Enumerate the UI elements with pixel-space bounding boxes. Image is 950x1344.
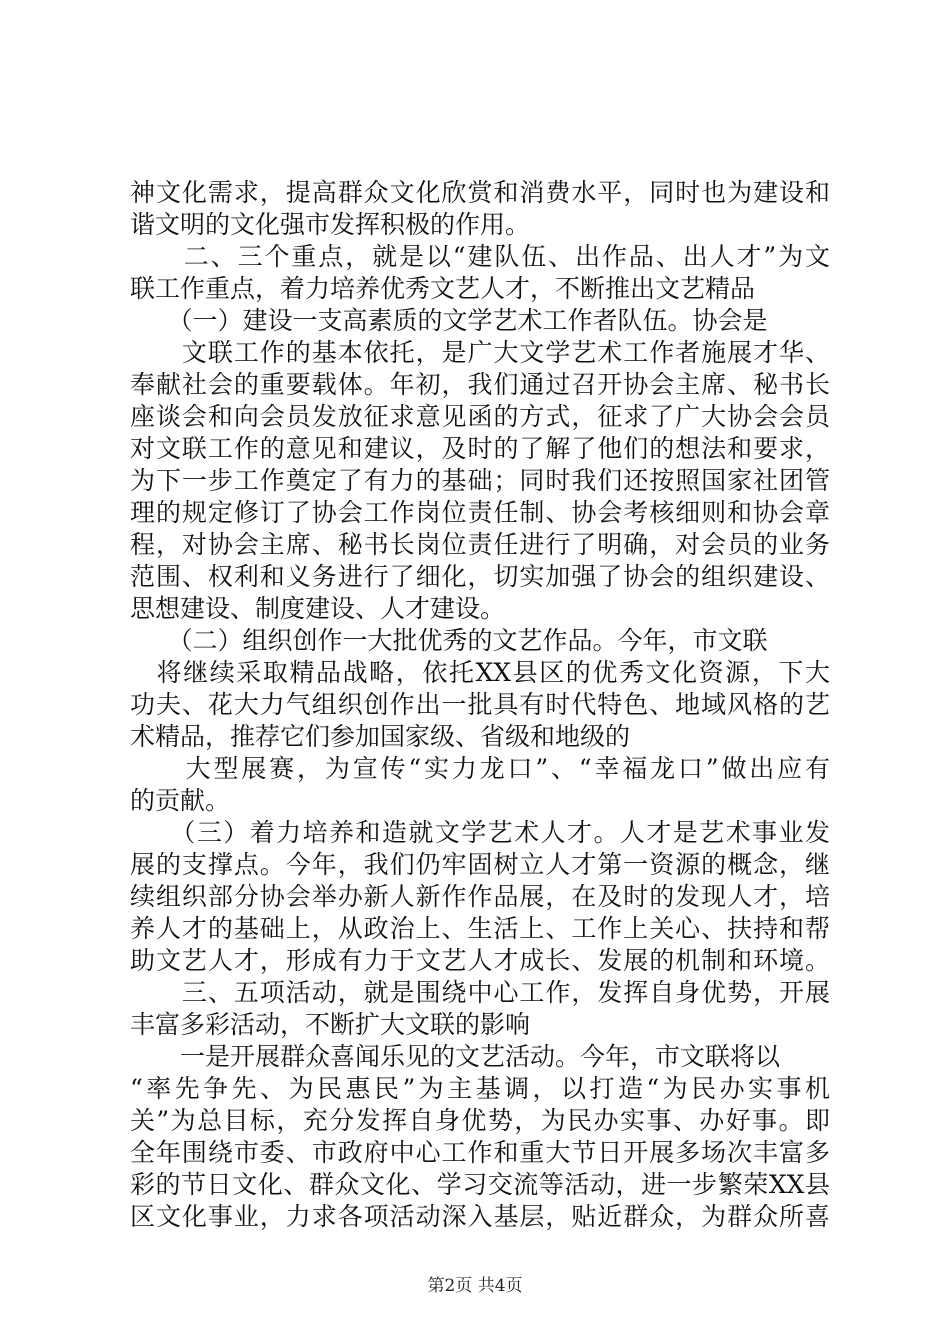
text-line: 为下一步工作奠定了有力的基础；同时我们还按照国家社团管 — [130, 466, 830, 495]
text-line: 续组织部分协会举办新人新作作品展，在及时的发现人才，培 — [130, 882, 830, 911]
text-line: 将继续采取精品战略，依托XX县区的优秀文化资源，下大 — [130, 658, 830, 687]
text-line: 谐文明的文化强市发挥积极的作用。 — [130, 210, 531, 239]
text-line: （二）组织创作一大批优秀的文艺作品。今年，市文联 — [130, 626, 768, 655]
text-line: 神文化需求，提高群众文化欣赏和消费水平，同时也为建设和 — [130, 178, 830, 207]
text-line: 思想建设、制度建设、人才建设。 — [130, 594, 506, 623]
text-line: 关”为总目标，充分发挥自身优势，为民办实事、办好事。即 — [130, 1106, 830, 1135]
text-line: “率先争先、为民惠民”为主基调，以打造“为民办实事机 — [130, 1074, 830, 1103]
text-line: 丰富多彩活动，不断扩大文联的影响 — [130, 1010, 531, 1039]
text-line: 大型展赛，为宣传“实力龙口”、“幸福龙口”做出应有 — [130, 754, 830, 783]
text-line: 区文化事业，力求各项活动深入基层，贴近群众，为群众所喜 — [130, 1202, 830, 1231]
text-line: 二、三个重点，就是以“建队伍、出作品、出人才”为文 — [130, 242, 830, 271]
text-line: 一是开展群众喜闻乐见的文艺活动。今年，市文联将以 — [130, 1042, 781, 1071]
page-number-footer: 第2页 共4页 — [427, 1276, 523, 1296]
text-line: 范围、权利和义务进行了细化，切实加强了协会的组织建设、 — [130, 562, 830, 591]
text-line: 理的规定修订了协会工作岗位责任制、协会考核细则和协会章 — [130, 498, 830, 527]
text-line: 联工作重点，着力培养优秀文艺人才，不断推出文艺精品 — [130, 274, 756, 303]
text-line: （三）着力培养和造就文学艺术人才。人才是艺术事业发 — [130, 818, 830, 847]
text-line: 文联工作的基本依托，是广大文学艺术工作者施展才华、 — [130, 338, 830, 367]
text-line: 功夫、花大力气组织创作出一批具有时代特色、地域风格的艺 — [130, 690, 830, 719]
text-line: 三、五项活动，就是围绕中心工作，发挥自身优势，开展 — [130, 978, 830, 1007]
text-line: 对文联工作的意见和建议，及时的了解了他们的想法和要求， — [130, 434, 830, 463]
text-line: 的贡献。 — [130, 786, 231, 815]
text-line: （一）建设一支高素质的文学艺术工作者队伍。协会是 — [130, 306, 768, 335]
text-line: 养人才的基础上，从政治上、生活上、工作上关心、扶持和帮 — [130, 914, 830, 943]
text-line: 座谈会和向会员发放征求意见函的方式，征求了广大协会会员 — [130, 402, 830, 431]
text-line: 彩的节日文化、群众文化、学习交流等活动，进一步繁荣XX县 — [130, 1170, 830, 1199]
text-line: 展的支撑点。今年，我们仍牢固树立人才第一资源的概念，继 — [130, 850, 830, 879]
text-line: 程，对协会主席、秘书长岗位责任进行了明确，对会员的业务 — [130, 530, 830, 559]
text-line: 术精品，推荐它们参加国家级、省级和地级的 — [130, 722, 631, 751]
text-line: 助文艺人才，形成有力于文艺人才成长、发展的机制和环境。 — [130, 946, 830, 975]
text-line: 奉献社会的重要载体。年初，我们通过召开协会主席、秘书长 — [130, 370, 830, 399]
text-line: 全年围绕市委、市政府中心工作和重大节日开展多场次丰富多 — [130, 1138, 830, 1167]
